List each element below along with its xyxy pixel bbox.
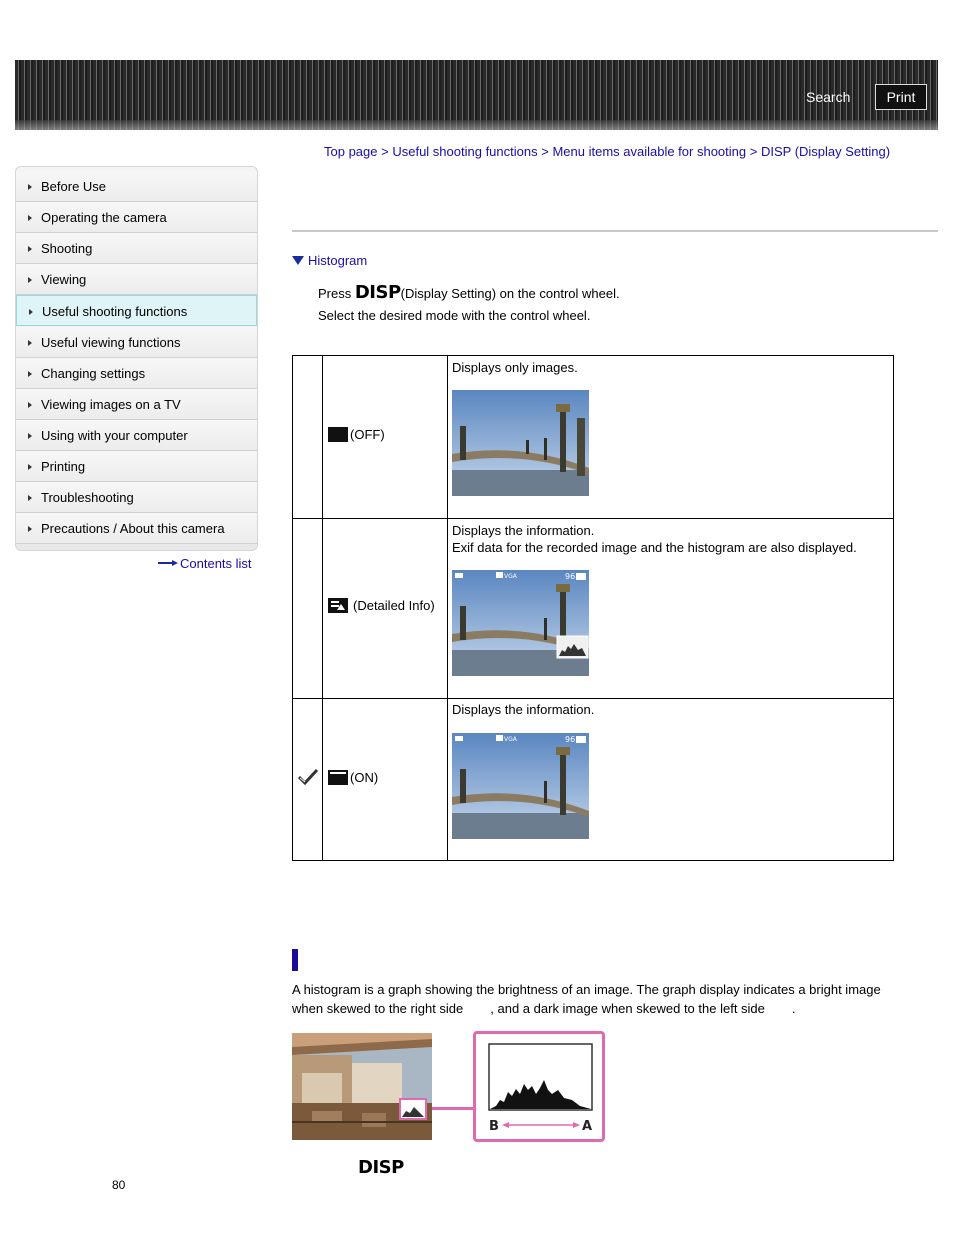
mode-off: (OFF) <box>328 427 385 442</box>
sidebar-item-label: Useful shooting functions <box>42 304 188 319</box>
sidebar-item-viewing[interactable] <box>16 264 257 295</box>
step-2: Select the desired mode with the control wheel. <box>318 308 591 323</box>
sidebar-nav <box>15 166 258 551</box>
svg-text:VGA: VGA <box>504 736 517 743</box>
sidebar-item-computer[interactable] <box>16 420 257 451</box>
sidebar-item-troubleshooting[interactable] <box>16 482 257 513</box>
sidebar-item-label: Precautions / About this camera <box>41 521 225 536</box>
terrace-photo <box>292 1033 432 1140</box>
mode-on-description: Displays the information. <box>452 702 595 717</box>
caret-right-icon <box>29 309 33 315</box>
arrow-left-icon <box>502 1122 509 1128</box>
breadcrumb-separator: > <box>541 144 549 159</box>
sidebar-item-label: Shooting <box>41 241 93 256</box>
arrow-right-icon <box>573 1122 580 1128</box>
triangle-down-icon <box>292 256 304 265</box>
caret-right-icon <box>28 495 32 501</box>
display-on-icon <box>328 770 348 785</box>
breadcrumb-separator: > <box>749 144 758 159</box>
histogram-illustration <box>473 1031 605 1142</box>
sidebar-item-label: Before Use <box>41 179 107 194</box>
mode-detailed-info: (Detailed Info) <box>328 598 435 613</box>
sidebar-item-label: Troubleshooting <box>41 490 134 505</box>
sidebar-item-label: Printing <box>41 459 86 474</box>
disp-button-icon: DISP <box>354 282 401 303</box>
caret-right-icon <box>28 526 32 532</box>
detailed-info-icon <box>328 598 348 613</box>
arrow-right-icon <box>158 560 178 566</box>
contents-list-link[interactable]: Contents list <box>158 556 252 571</box>
bridge-photo-on <box>452 733 589 839</box>
page-number: 80 <box>112 1178 126 1192</box>
svg-text:96: 96 <box>565 735 576 744</box>
breadcrumb-separator: > <box>381 144 389 159</box>
caret-right-icon <box>28 215 32 221</box>
caret-right-icon <box>28 340 32 346</box>
checkmark-icon <box>298 768 318 791</box>
svg-text:96: 96 <box>565 572 576 581</box>
caret-right-icon <box>28 402 32 408</box>
sidebar-item-changing-settings[interactable] <box>16 358 257 389</box>
table-divider <box>322 356 323 860</box>
table-divider <box>447 356 448 860</box>
histogram-axis-b: B <box>489 1119 499 1134</box>
sidebar-item-label: Using with your computer <box>41 428 188 443</box>
display-off-icon <box>328 427 348 442</box>
caret-right-icon <box>28 371 32 377</box>
section-heading-bar <box>292 949 298 971</box>
connector-line <box>432 1106 474 1110</box>
breadcrumb-top-page[interactable]: Top page <box>324 144 378 159</box>
caret-right-icon <box>28 433 32 439</box>
sidebar-item-before-use[interactable] <box>16 171 257 202</box>
breadcrumb <box>324 144 890 159</box>
top-banner <box>15 60 938 130</box>
sidebar-item-shooting[interactable] <box>16 233 257 264</box>
search-link[interactable]: Search <box>806 89 851 105</box>
mode-off-description: Displays only images. <box>452 360 578 375</box>
breadcrumb-useful-shooting[interactable]: Useful shooting functions <box>392 144 538 159</box>
sidebar-item-label: Useful viewing functions <box>41 335 181 350</box>
disp-button-icon: DISP <box>358 1157 404 1178</box>
sidebar-item-label: Operating the camera <box>41 210 167 225</box>
mode-detailed-description-1: Displays the information. <box>452 523 595 538</box>
caret-right-icon <box>28 246 32 252</box>
breadcrumb-disp[interactable]: DISP (Display Setting) <box>760 144 891 159</box>
caret-right-icon <box>28 184 32 190</box>
table-divider <box>293 518 893 519</box>
histogram-description: A histogram is a graph showing the brightness of an image. The graph display indicates a bright image when skewed to the right side , and a dark image when skewed to the left side . <box>292 982 881 1016</box>
caret-right-icon <box>28 277 32 283</box>
title-divider <box>292 230 938 232</box>
sidebar-item-viewing-tv[interactable] <box>16 389 257 420</box>
histogram-axis-a: A <box>582 1119 593 1134</box>
sidebar-item-printing[interactable] <box>16 451 257 482</box>
sidebar-item-label: Viewing <box>41 272 87 287</box>
sidebar-item-label: Viewing images on a TV <box>41 397 181 412</box>
print-button[interactable]: Print <box>875 84 927 110</box>
mode-on: (ON) <box>328 770 378 785</box>
sidebar-item-useful-shooting[interactable] <box>16 295 257 326</box>
mode-detailed-description-2: Exif data for the recorded image and the histogram are also displayed. <box>452 540 857 555</box>
step-1: Press DISP(Display Setting) on the control wheel. <box>318 282 620 303</box>
breadcrumb-menu-items[interactable]: Menu items available for shooting <box>552 144 747 159</box>
sidebar-item-label: Changing settings <box>41 366 146 381</box>
svg-text:VGA: VGA <box>504 573 517 580</box>
bridge-photo-off <box>452 390 589 496</box>
caret-right-icon <box>28 464 32 470</box>
table-divider <box>293 698 893 699</box>
sidebar-item-operating[interactable] <box>16 202 257 233</box>
sidebar-item-useful-viewing[interactable] <box>16 327 257 358</box>
bridge-photo-detailed <box>452 570 589 676</box>
histogram-anchor-link[interactable]: Histogram <box>292 253 367 268</box>
sidebar-item-precautions[interactable] <box>16 513 257 544</box>
